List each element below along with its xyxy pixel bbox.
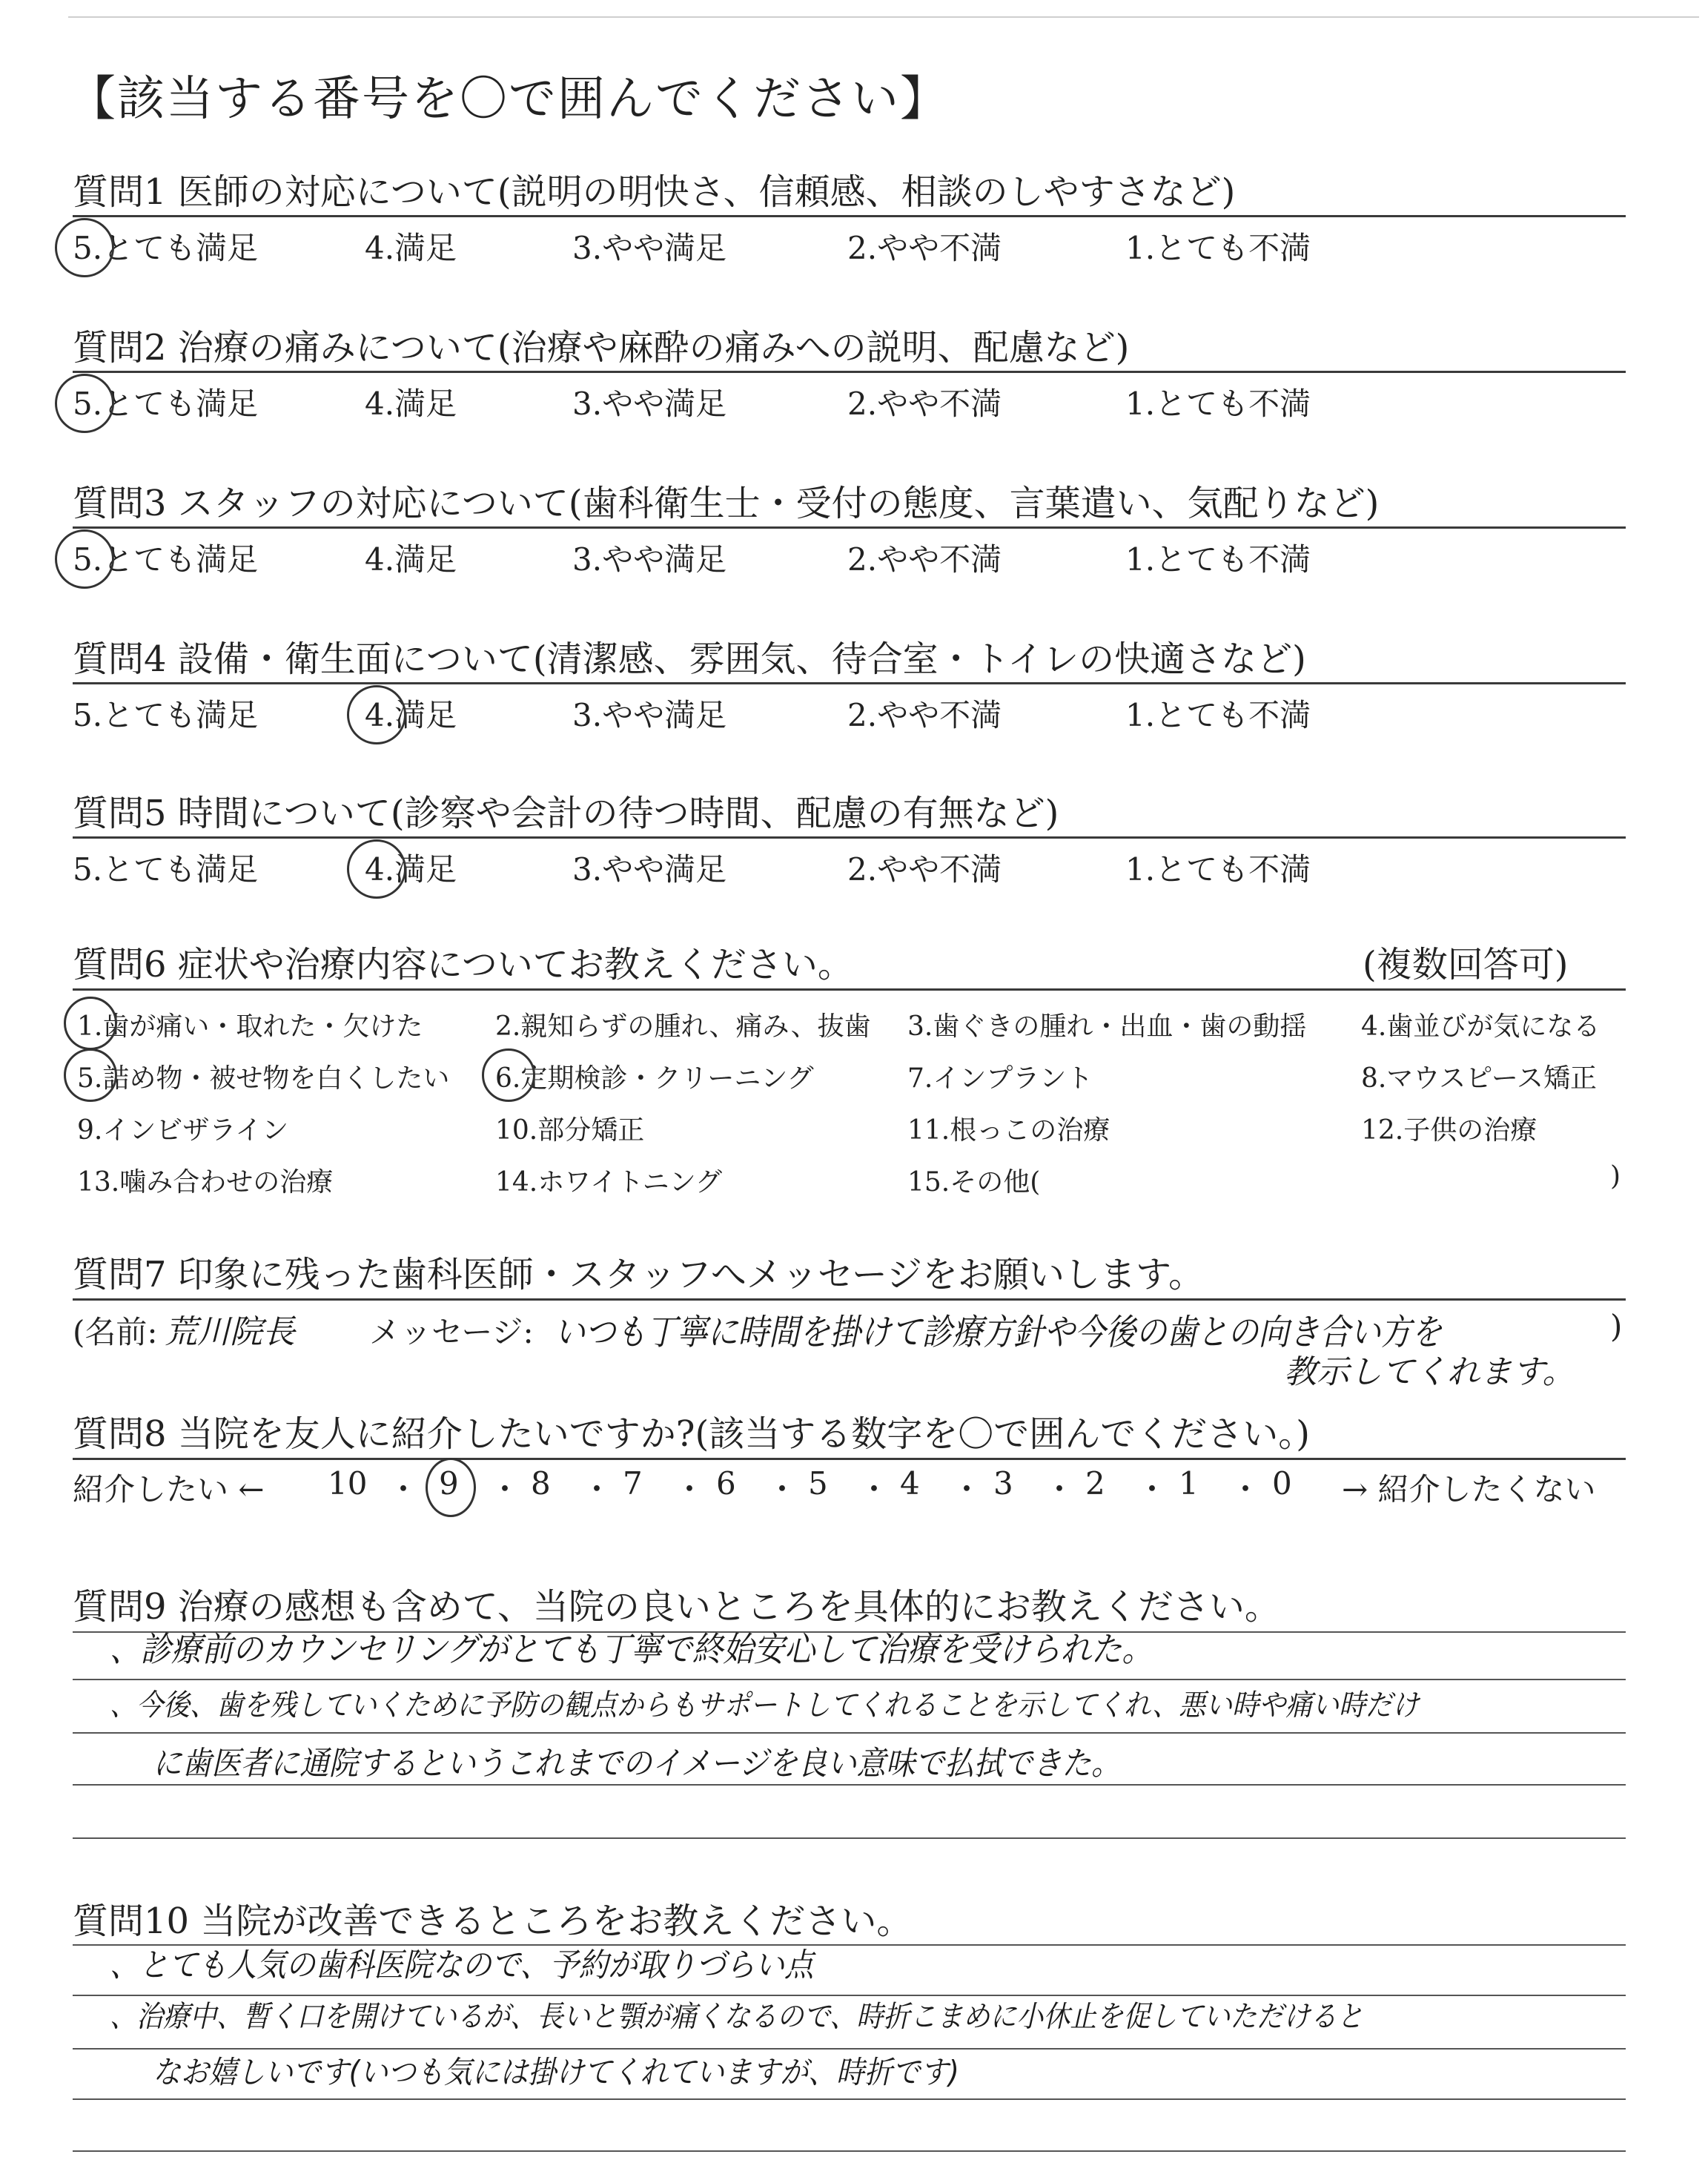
q8-dot: ・ bbox=[1230, 1471, 1262, 1507]
q8-scale-10: 10 bbox=[328, 1465, 368, 1502]
q10-answer-line-3: なお嬉しいです(いつも気には掛けてくれていますが、時折です) bbox=[153, 2054, 959, 2090]
q8-right-label: → 紹介したくない bbox=[1342, 1471, 1596, 1507]
q7-close-paren: ) bbox=[1610, 1308, 1623, 1344]
q8-dot: ・ bbox=[767, 1471, 798, 1507]
q5-option-2: 2.やや不満 bbox=[847, 851, 1002, 888]
top-border bbox=[68, 16, 1699, 18]
q2-rule bbox=[73, 371, 1626, 373]
q4-option-1: 1.とても不満 bbox=[1125, 697, 1311, 733]
q4-option-4: 4.満足 bbox=[365, 697, 457, 733]
q10-label: 質問10 当院が改善できるところをお教えください。 bbox=[73, 1900, 913, 1942]
q9-answer-rule-5 bbox=[73, 1837, 1626, 1839]
q6-label: 質問6 症状や治療内容についてお教えください。 bbox=[73, 944, 853, 985]
q1-option-2: 2.やや不満 bbox=[847, 230, 1002, 266]
q6-option-13: 13.噛み合わせの治療 bbox=[77, 1167, 334, 1198]
q2-option-1: 1.とても不満 bbox=[1125, 386, 1311, 422]
q6-option-4: 4.歯並びが気になる bbox=[1361, 1011, 1601, 1042]
q2-option-2: 2.やや不満 bbox=[847, 386, 1002, 422]
q4-option-3: 3.やや満足 bbox=[572, 697, 727, 733]
q6-option-9: 9.インビザライン bbox=[77, 1115, 289, 1146]
q8-scale-1: 1 bbox=[1179, 1465, 1199, 1502]
q5-selected-circle bbox=[347, 839, 406, 899]
q9-answer-rule-4 bbox=[73, 1784, 1626, 1786]
q6-option-1: 1.歯が痛い・取れた・欠けた bbox=[77, 1011, 423, 1042]
q1-option-3: 3.やや満足 bbox=[572, 230, 727, 266]
q3-option-3: 3.やや満足 bbox=[572, 541, 727, 578]
q8-dot: ・ bbox=[388, 1471, 420, 1507]
q9-answer-line-1: 、診療前のカウンセリングがとても丁寧で終始安心して治療を受けられた。 bbox=[110, 1629, 1153, 1669]
q8-dot: ・ bbox=[858, 1471, 890, 1507]
q6-option-14: 14.ホワイトニング bbox=[495, 1167, 723, 1198]
q7-rule bbox=[73, 1298, 1626, 1301]
q8-scale-7: 7 bbox=[623, 1465, 643, 1502]
q8-left-label: 紹介したい ← bbox=[73, 1471, 265, 1507]
q6-selected-circle-5 bbox=[64, 1048, 117, 1102]
q6-option-3: 3.歯ぐきの腫れ・出血・歯の動揺 bbox=[907, 1011, 1307, 1042]
q7-label: 質問7 印象に残った歯科医師・スタッフへメッセージをお願いします。 bbox=[73, 1254, 1205, 1295]
q8-scale-2: 2 bbox=[1085, 1465, 1105, 1502]
q6-option-2: 2.親知らずの腫れ、痛み、抜歯 bbox=[495, 1011, 871, 1042]
q3-option-1: 1.とても不満 bbox=[1125, 541, 1311, 578]
q7-message-label: メッセージ: bbox=[369, 1314, 534, 1350]
q1-rule bbox=[73, 215, 1626, 217]
q8-dot: ・ bbox=[1044, 1471, 1076, 1507]
q3-option-5: 5.とても満足 bbox=[73, 541, 259, 578]
q1-option-4: 4.満足 bbox=[365, 230, 457, 266]
q4-label: 質問4 設備・衛生面について(清潔感、雰囲気、待合室・トイレの快適さなど) bbox=[73, 638, 1306, 680]
q2-option-5: 5.とても満足 bbox=[73, 386, 259, 422]
q8-dot: ・ bbox=[951, 1471, 983, 1507]
q5-option-3: 3.やや満足 bbox=[572, 851, 727, 888]
q6-option-8: 8.マウスピース矯正 bbox=[1361, 1063, 1598, 1094]
q1-option-5: 5.とても満足 bbox=[73, 230, 259, 266]
q6-option-6: 6.定期検診・クリーニング bbox=[495, 1063, 814, 1094]
q8-selected-circle bbox=[426, 1458, 476, 1517]
q3-rule bbox=[73, 526, 1626, 529]
q9-answer-line-2: 、今後、歯を残していくために予防の観点からもサポートしてくれることを示してくれ、悪い時や痛い時だけ bbox=[110, 1688, 1420, 1723]
q4-option-5: 5.とても満足 bbox=[73, 697, 259, 733]
page-title: 【該当する番号を〇で囲んでください】 bbox=[68, 72, 949, 127]
q8-scale-5: 5 bbox=[808, 1465, 828, 1502]
q10-answer-line-2: 、治療中、暫く口を開けているが、長いと顎が痛くなるので、時折こまめに小休止を促していただけると bbox=[110, 2000, 1364, 2034]
q8-dot: ・ bbox=[674, 1471, 706, 1507]
q7-name-value: 荒川院長 bbox=[165, 1313, 295, 1351]
q6-note: (複数回答可) bbox=[1363, 944, 1569, 985]
q6-rule bbox=[73, 988, 1626, 991]
q8-rule bbox=[73, 1458, 1626, 1460]
q7-message-line-2: 教示してくれます。 bbox=[1284, 1353, 1575, 1391]
q3-option-4: 4.満足 bbox=[365, 541, 457, 578]
q5-option-1: 1.とても不満 bbox=[1125, 851, 1311, 888]
q2-option-4: 4.満足 bbox=[365, 386, 457, 422]
q6-option-11: 11.根っこの治療 bbox=[907, 1115, 1110, 1146]
q10-answer-line-1: 、とても人気の歯科医院なので、予約が取りづらい点 bbox=[110, 1946, 814, 1984]
q8-scale-9: 9 bbox=[439, 1465, 459, 1502]
q3-selected-circle bbox=[55, 529, 114, 589]
q6-selected-circle-6 bbox=[482, 1048, 535, 1102]
q10-answer-rule-5 bbox=[73, 2150, 1626, 2152]
q6-option-15: 15.その他( bbox=[907, 1167, 1041, 1198]
q8-label: 質問8 当院を友人に紹介したいですか?(該当する数字を〇で囲んでください。) bbox=[73, 1413, 1310, 1455]
q6-option-10: 10.部分矯正 bbox=[495, 1115, 645, 1146]
q8-scale-0: 0 bbox=[1272, 1465, 1292, 1502]
q2-selected-circle bbox=[55, 374, 114, 433]
q2-label: 質問2 治療の痛みについて(治療や麻酔の痛みへの説明、配慮など) bbox=[73, 327, 1130, 369]
q9-answer-rule-3 bbox=[73, 1732, 1626, 1734]
q6-option-7: 7.インプラント bbox=[907, 1063, 1093, 1094]
q9-answer-rule-2 bbox=[73, 1679, 1626, 1680]
q8-scale-3: 3 bbox=[993, 1465, 1013, 1502]
q8-scale-4: 4 bbox=[900, 1465, 920, 1502]
q3-label: 質問3 スタッフの対応について(歯科衛生士・受付の態度、言葉遣い、気配りなど) bbox=[73, 483, 1380, 524]
q8-scale-6: 6 bbox=[716, 1465, 736, 1502]
q3-option-2: 2.やや不満 bbox=[847, 541, 1002, 578]
q5-rule bbox=[73, 836, 1626, 839]
q6-selected-circle-1 bbox=[64, 997, 117, 1050]
q5-label: 質問5 時間について(診察や会計の待つ時間、配慮の有無など) bbox=[73, 793, 1059, 834]
q9-answer-line-3: に歯医者に通院するというこれまでのイメージを良い意味で払拭できた。 bbox=[153, 1745, 1121, 1783]
q4-rule bbox=[73, 682, 1626, 684]
q4-option-2: 2.やや不満 bbox=[847, 697, 1002, 733]
q4-selected-circle bbox=[347, 685, 406, 744]
q6-option-5: 5.詰め物・被せ物を白くしたい bbox=[77, 1063, 450, 1094]
q6-option-16: ) bbox=[1610, 1161, 1621, 1192]
q10-answer-rule-4 bbox=[73, 2098, 1626, 2100]
q9-label: 質問9 治療の感想も含めて、当院の良いところを具体的にお教えください。 bbox=[73, 1586, 1280, 1628]
q7-name-label: (名前: bbox=[73, 1314, 158, 1350]
q2-option-3: 3.やや満足 bbox=[572, 386, 727, 422]
q5-option-5: 5.とても満足 bbox=[73, 851, 259, 888]
q8-scale-8: 8 bbox=[531, 1465, 551, 1502]
q8-dot: ・ bbox=[581, 1471, 613, 1507]
q1-label: 質問1 医師の対応について(説明の明快さ、信頼感、相談のしやすさなど) bbox=[73, 171, 1236, 213]
q8-dot: ・ bbox=[489, 1471, 521, 1507]
q1-selected-circle bbox=[55, 218, 114, 277]
q5-option-4: 4.満足 bbox=[365, 851, 457, 888]
q8-dot: ・ bbox=[1136, 1471, 1168, 1507]
q7-message-line-1: いつも丁寧に時間を掛けて診療方針や今後の歯との向き合い方を bbox=[555, 1312, 1443, 1353]
q1-option-1: 1.とても不満 bbox=[1125, 230, 1311, 266]
q6-option-12: 12.子供の治療 bbox=[1361, 1115, 1537, 1146]
